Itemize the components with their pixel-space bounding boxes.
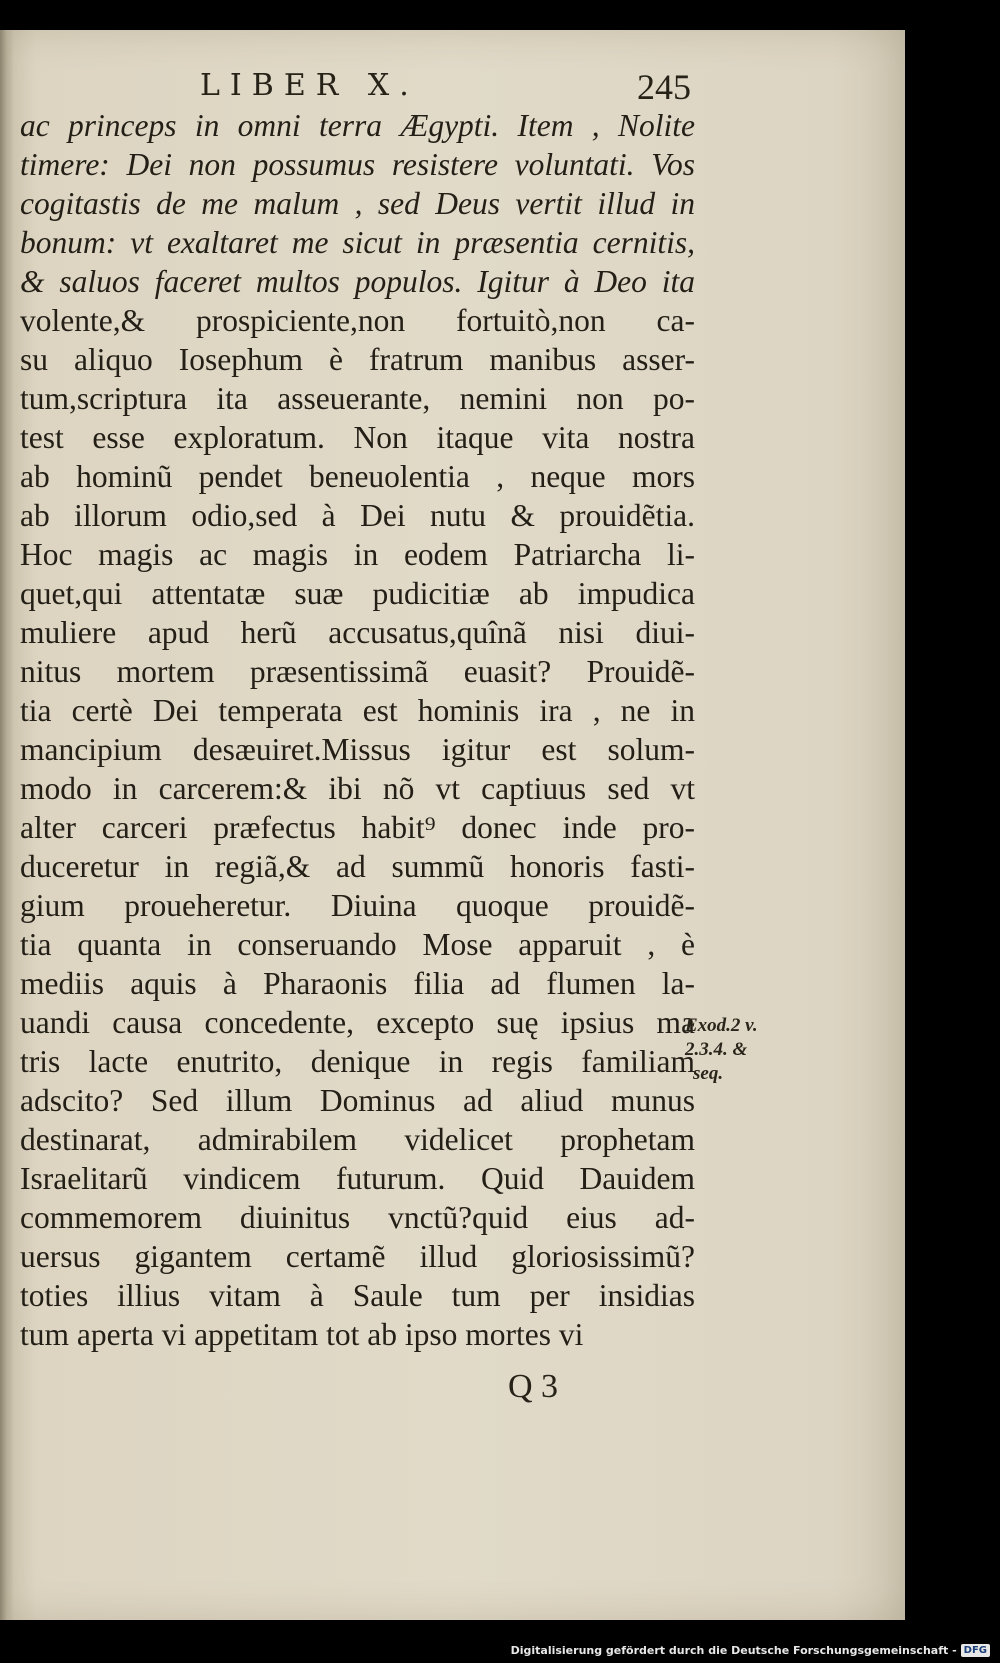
text-line: commemorem diuinitus vnctũ?quid eius ad- bbox=[20, 1200, 695, 1235]
text-line: destinarat, admirabilem videlicet prophetam bbox=[20, 1122, 695, 1157]
book-page bbox=[0, 30, 905, 1620]
text-line: mediis aquis à Pharaonis filia ad flumen la- bbox=[20, 966, 695, 1001]
text-line: su aliquo Iosephum è fratrum manibus asser- bbox=[20, 342, 695, 377]
text-block bbox=[20, 106, 695, 1354]
text-line: mancipium desæuiret.Missus igitur est solum- bbox=[20, 732, 695, 767]
dfg-logo-icon: DFG bbox=[961, 1644, 990, 1657]
text-line: Israelitarũ vindicem futurum. Quid Dauidem bbox=[20, 1161, 695, 1196]
page-number: 245 bbox=[637, 67, 691, 107]
text-line: uandi causa concedente, excepto suę ipsius ma bbox=[20, 1005, 695, 1040]
margin-note-line: 2.3.4. & bbox=[685, 1039, 748, 1060]
text-line: toties illius vitam à Saule tum per insidias bbox=[20, 1278, 695, 1313]
text-line: uersus gigantem certamẽ illud gloriosissimũ? bbox=[20, 1239, 695, 1274]
text-line: test esse exploratum. Non itaque vita nostra bbox=[20, 420, 695, 455]
text-line: cogitastis de me malum , sed Deus vertit illud in bbox=[20, 186, 695, 221]
footer-text: Digitalisierung gefördert durch die Deutsche Forschungsgemeinschaft - bbox=[510, 1644, 957, 1657]
text-line: tum,scriptura ita asseuerante, nemini non po- bbox=[20, 381, 695, 416]
text-line: bonum: vt exaltaret me sicut in præsentia cernitis, bbox=[20, 225, 695, 260]
text-line: & saluos faceret multos populos. Igitur à Deo ita bbox=[20, 264, 695, 299]
digitization-footer bbox=[511, 1644, 990, 1657]
margin-note bbox=[685, 1014, 805, 1086]
text-line: nitus mortem præsentissimã euasit? Prouidẽ- bbox=[20, 654, 695, 689]
text-line: adscito? Sed illum Dominus ad aliud munus bbox=[20, 1083, 695, 1118]
text-line: muliere apud herũ accusatus,quînã nisi diui- bbox=[20, 615, 695, 650]
text-line: ab hominũ pendet beneuolentia , neque mors bbox=[20, 459, 695, 494]
text-line: tum aperta vi appetitam tot ab ipso mortes vi bbox=[20, 1317, 584, 1352]
text-line: quet,qui attentatæ suæ pudicitiæ ab impudica bbox=[20, 576, 695, 611]
text-line: Hoc magis ac magis in eodem Patriarcha li- bbox=[20, 537, 695, 572]
margin-note-line: seq. bbox=[693, 1063, 724, 1084]
text-line: ac princeps in omni terra Ægypti. Item , Nolite bbox=[20, 108, 695, 143]
text-line: modo in carcerem:& ibi nõ vt captiuus sed vt bbox=[20, 771, 695, 806]
signature-mark: Q 3 bbox=[508, 1368, 559, 1405]
text-line: tia certè Dei temperata est hominis ira , ne in bbox=[20, 693, 695, 728]
text-line: duceretur in regiã,& ad summũ honoris fasti- bbox=[20, 849, 695, 884]
running-head: LIBER X. bbox=[200, 68, 419, 103]
text-line: alter carceri præfectus habit⁹ donec inde pro- bbox=[20, 810, 695, 845]
text-line: tia quanta in conseruando Mose apparuit , è bbox=[20, 927, 695, 962]
text-line: ab illorum odio,sed à Dei nutu & prouidẽtia. bbox=[20, 498, 695, 533]
text-line: timere: Dei non possumus resistere voluntati. Vos bbox=[20, 147, 695, 182]
text-line: tris lacte enutrito, denique in regis familiam bbox=[20, 1044, 695, 1079]
margin-note-line: Exod.2 v. bbox=[685, 1015, 758, 1036]
text-line: gium proueheretur. Diuina quoque prouidẽ- bbox=[20, 888, 695, 923]
text-line: volente,& prospiciente,non fortuitò,non ca- bbox=[20, 303, 695, 338]
